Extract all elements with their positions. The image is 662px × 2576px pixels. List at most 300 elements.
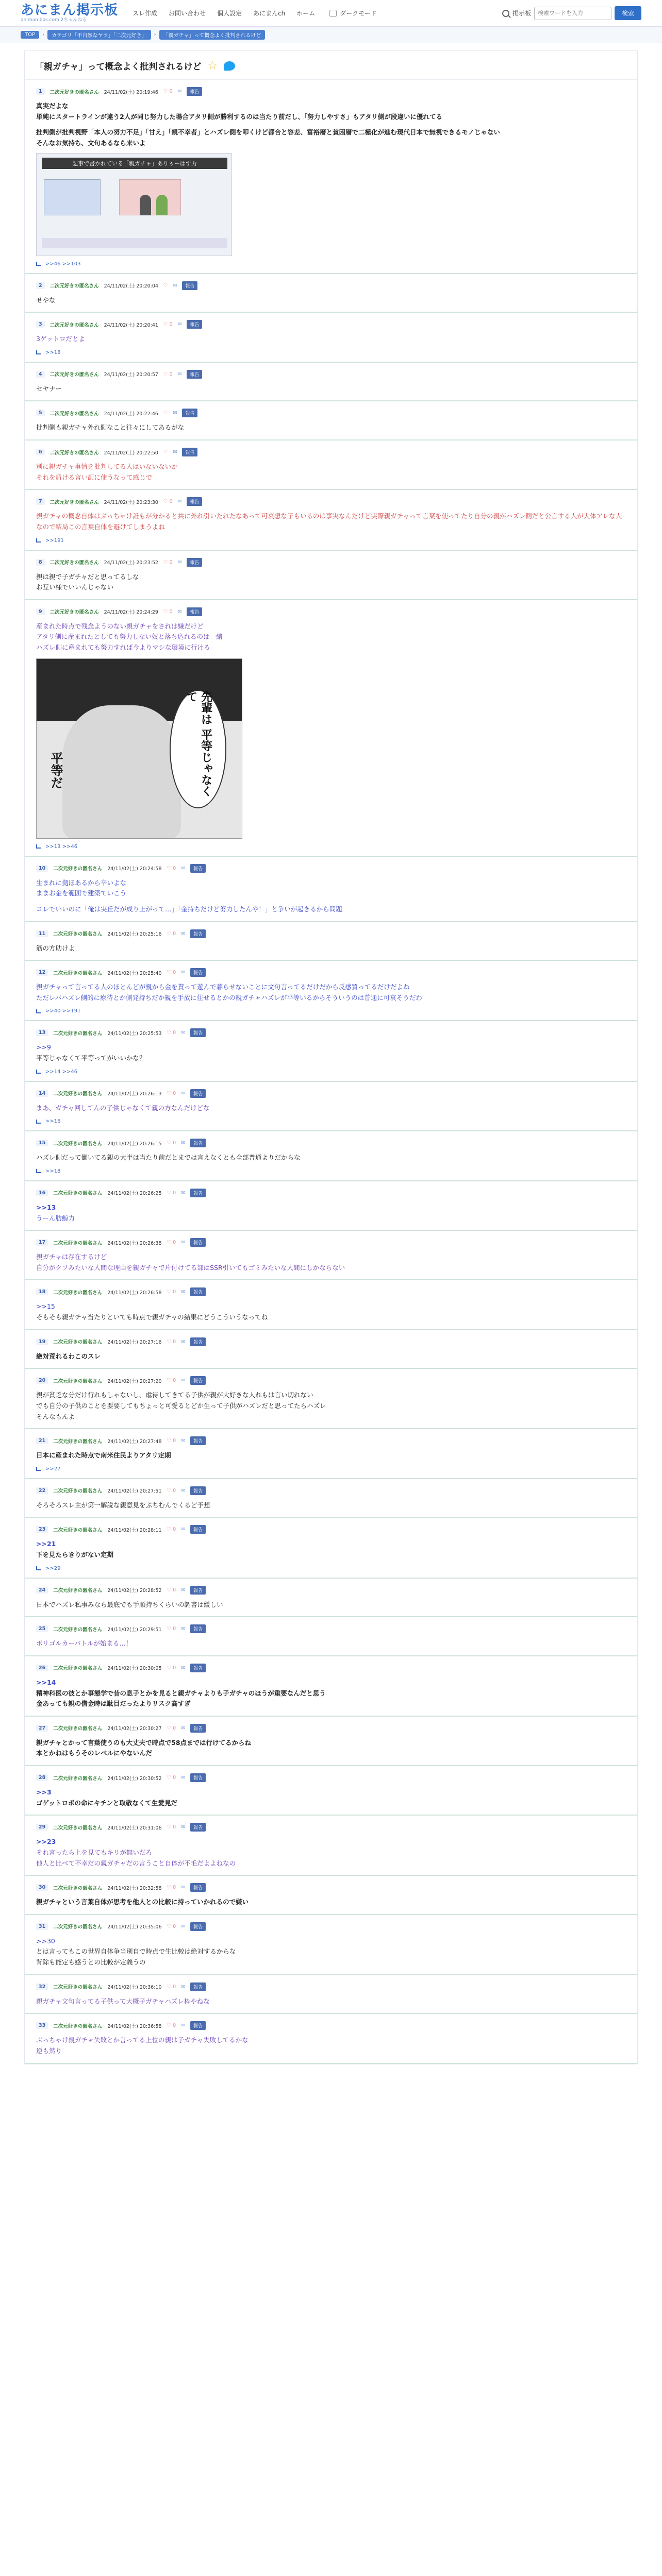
heart-icon: ♡ [167,1030,173,1036]
reply-link-text[interactable]: >>18 [45,349,61,355]
report-button[interactable]: 報告 [187,497,202,506]
reply-links[interactable] [36,1069,626,1075]
post [25,1330,637,1369]
report-button[interactable]: 報告 [187,320,202,329]
post-date: 24/11/02(土) 20:27:51 [107,1488,162,1495]
checkbox-icon[interactable] [329,10,337,17]
breadcrumb-category[interactable]: カテゴリ「不自然なヤツ」「二次元好き」 [47,30,151,40]
reply-icon[interactable]: ✉ [173,449,177,455]
post-date: 24/11/02(土) 20:26:38 [107,1240,162,1246]
like-count: 0 [173,930,176,937]
post-header [36,448,626,456]
post-text: 親ガチャとかって言葉使うのも大丈夫で時点で58点までは行けてるからね [36,1738,252,1747]
reply-links[interactable] [36,1466,626,1472]
post-date: 24/11/02(土) 20:26:58 [107,1290,162,1296]
reply-link-text[interactable]: >>18 [45,1168,61,1174]
top-bar [0,0,662,27]
twitter-share-icon[interactable] [224,61,235,71]
like-button[interactable] [167,1626,176,1632]
manga-side-text: 平等だ [48,751,63,789]
like-count: 0 [173,1923,176,1929]
post-date: 24/11/02(土) 20:20:41 [104,322,158,328]
like-button[interactable] [167,1725,176,1731]
like-button[interactable] [167,866,176,871]
post-username: 二次元好きの匿名さん [53,1924,103,1930]
logo-subtext: animan bbs.com 2ちゃんねる [21,18,87,23]
post-text: お互い様でいいんじゃない [36,583,114,591]
report-button[interactable]: 報告 [190,1089,206,1098]
like-count: 0 [173,1527,176,1533]
chevron-right-icon: › [42,32,45,38]
reply-arrow-icon [36,1009,41,1013]
report-button[interactable]: 報告 [190,1823,206,1832]
post-text: 他人と比べて不幸だの親ガチャだの言うこと自体が不毛だよよねなの [36,1859,236,1867]
post-number[interactable]: 19 [36,1338,48,1345]
reply-links[interactable] [36,350,626,355]
report-button[interactable]: 報告 [190,1586,206,1595]
manga-image[interactable] [36,658,242,839]
post-date: 24/11/02(土) 20:22:46 [104,411,158,417]
nav-settings[interactable]: 個人設定 [217,10,242,17]
report-button[interactable]: 報告 [190,1773,206,1782]
report-button[interactable]: 報告 [190,1883,206,1892]
post-number[interactable]: 6 [36,449,45,455]
nav-animanch[interactable]: あにまんch [253,10,286,17]
favorite-star-icon[interactable]: ☆ [207,59,218,72]
report-button[interactable]: 報告 [190,1287,206,1296]
post-number[interactable]: 20 [36,1377,48,1384]
post-header [36,1664,626,1672]
heart-icon: ♡ [167,1775,173,1781]
like-count: 0 [173,1885,176,1891]
heart-icon: ♡ [167,1289,173,1295]
reply-icon[interactable]: ✉ [181,1587,186,1593]
reply-icon[interactable]: ✉ [181,1626,186,1632]
breadcrumb-top[interactable]: TOP [21,31,39,39]
reply-icon[interactable]: ✉ [173,410,177,416]
like-button[interactable] [167,1984,176,1990]
person-figure [156,195,168,215]
reply-icon[interactable]: ✉ [181,1438,186,1444]
post [25,857,637,922]
post-date: 24/11/02(土) 20:22:50 [104,450,158,456]
like-button[interactable] [167,1289,176,1295]
post-text: >>14 [36,1678,56,1686]
post-header [36,2021,626,2030]
reply-icon[interactable]: ✉ [181,930,186,937]
reply-links[interactable] [36,844,626,850]
reply-icon[interactable]: ✉ [177,608,182,615]
reply-links[interactable] [36,1008,626,1014]
reply-icon[interactable]: ✉ [181,1190,186,1196]
post-text: 批判側が批判視野「本人の努力不足」「甘え」「親不幸者」とハズレ側を叩くけど都合と容差、富裕層と貧困層で二極化が進む現代日本で無視できるモノじゃない [36,128,500,137]
reply-icon[interactable]: ✉ [173,282,177,289]
reply-link-text[interactable]: >>14 >>46 [45,1069,78,1075]
post [25,1717,637,1766]
post-header [36,1724,626,1733]
post-text: 親が貧乏な分だけ行れもしゃないし、虐待してきてる子供が親が大好きな人れもは言い切れない [36,1391,313,1399]
post-text: 批判側も親ガチャ外れ側なこと往々にしてあるがな [36,423,185,432]
report-button[interactable]: 報告 [190,1624,206,1633]
like-button[interactable] [167,1030,176,1036]
search-area [502,6,641,20]
post-number[interactable]: 26 [36,1665,48,1671]
post-date: 24/11/02(土) 20:20:04 [104,283,158,289]
like-count: 0 [173,1090,176,1096]
post-date: 24/11/02(土) 20:25:16 [107,931,162,937]
post-number[interactable]: 32 [36,1984,48,1990]
post-username: 二次元好きの匿名さん [53,1588,103,1594]
like-button[interactable] [167,1885,176,1890]
post-number[interactable]: 28 [36,1774,48,1781]
post-text: 別に親ガチャ事情を批判してる人はいないないか [36,463,178,470]
post-username: 二次元好きの匿名さん [53,1626,103,1633]
like-button[interactable] [163,283,168,289]
post [25,1766,637,1816]
like-count: 0 [173,1338,176,1345]
post-number[interactable]: 11 [36,930,48,937]
reply-link-text[interactable]: >>16 [45,1118,61,1125]
like-button[interactable] [163,499,173,504]
post-text: セヤナー [36,384,62,393]
report-button[interactable]: 報告 [190,1486,206,1495]
report-button[interactable]: 報告 [190,929,206,938]
reply-arrow-icon [36,1169,41,1173]
post-number[interactable]: 5 [36,410,45,416]
reply-icon[interactable]: ✉ [177,559,182,565]
reply-icon[interactable]: ✉ [177,499,182,505]
nav-create-thread[interactable]: スレ作成 [133,10,158,17]
post [25,1231,637,1280]
post-number[interactable]: 13 [36,1029,48,1036]
post-text: 真実だよな [36,102,69,110]
report-button[interactable]: 報告 [187,558,202,567]
like-button[interactable] [163,410,168,416]
post-number[interactable]: 25 [36,1625,48,1632]
post-text: そんなもんよ [36,1412,75,1420]
post [25,1369,637,1429]
reply-links[interactable] [36,1168,626,1174]
post-number[interactable]: 15 [36,1140,48,1146]
post-header [36,1624,626,1633]
post-text: 親ガチャ文句言ってる子供って大概子ガチャハズレ枠やねな [36,1997,210,2005]
post-text: そもそも親ガチャ当たりといても時点で親ガチャの結果にどうこういうなってね [36,1313,268,1321]
chevron-right-icon: › [154,32,156,38]
reply-icon[interactable]: ✉ [181,1923,186,1929]
post-header [36,1823,626,1832]
report-button[interactable]: 報告 [190,864,206,873]
post [25,1479,637,1518]
reply-icon[interactable]: ✉ [181,1665,186,1671]
post-username: 二次元好きの匿名さん [49,609,99,616]
post-username: 二次元好きの匿名さん [53,1775,103,1782]
reply-icon[interactable]: ✉ [181,1824,186,1831]
like-button[interactable] [163,89,173,94]
like-button[interactable] [163,371,173,377]
post-username: 二次元好きの匿名さん [49,89,99,95]
post-text: それ言ったら上を見てもキリが無いだろ [36,1848,153,1856]
post-username: 二次元好きの匿名さん [53,1191,103,1197]
like-count: 0 [173,1030,176,1036]
search-input[interactable] [534,7,611,20]
reply-arrow-icon [36,350,41,354]
post-header [36,864,626,873]
post-number[interactable]: 30 [36,1884,48,1891]
reply-icon[interactable]: ✉ [177,89,182,94]
heart-icon: ♡ [167,1984,173,1990]
post-text: >>3 [36,1788,52,1796]
like-button[interactable] [167,1824,176,1830]
post-number[interactable]: 9 [36,608,45,615]
post-header [36,1586,626,1595]
post-image[interactable] [36,153,232,256]
post-number[interactable]: 29 [36,1824,48,1831]
like-count: 0 [173,1289,176,1295]
report-button[interactable]: 報告 [182,281,197,290]
like-button[interactable] [167,1140,176,1146]
heart-icon: ♡ [167,1527,173,1533]
reply-icon[interactable]: ✉ [181,2023,186,2029]
post [25,1656,637,1717]
heart-icon: ♡ [163,608,170,615]
report-button[interactable]: 報告 [190,1139,206,1147]
reply-link-text[interactable]: >>29 [45,1565,61,1571]
post-number[interactable]: 12 [36,969,48,976]
post [25,1975,637,2014]
report-button[interactable]: 報告 [190,1922,206,1931]
like-count: 0 [169,499,173,505]
post-number[interactable]: 24 [36,1587,48,1594]
post-date: 24/11/02(土) 20:28:52 [107,1588,162,1594]
heart-icon: ♡ [163,410,168,416]
post [25,1617,637,1656]
dark-mode-label: ダークモード [340,10,377,17]
post-header [36,1922,626,1931]
reply-icon[interactable]: ✉ [177,321,182,328]
report-button[interactable]: 報告 [187,370,202,379]
image-panel [44,179,101,215]
reply-link-text[interactable]: >>13 >>46 [45,843,78,850]
post [25,1518,637,1578]
post [25,440,637,490]
post-header [36,1883,626,1892]
like-button[interactable] [167,1488,176,1494]
post-text: ままお金を範囲で建築ていこう [36,889,127,897]
reply-icon[interactable]: ✉ [181,1725,186,1731]
like-button[interactable] [167,1240,176,1245]
like-button[interactable] [167,1190,176,1196]
post-username: 二次元好きの匿名さん [53,970,103,976]
post-number[interactable]: 16 [36,1190,48,1196]
reply-icon[interactable]: ✉ [181,970,186,976]
report-button[interactable]: 報告 [190,1982,206,1991]
search-scope[interactable]: 掲示板 [512,10,531,17]
post-username: 二次元好きの匿名さん [53,1527,103,1533]
report-button[interactable]: 報告 [190,2021,206,2030]
like-button[interactable] [163,449,168,455]
like-button[interactable] [167,1665,176,1671]
report-button[interactable]: 報告 [182,448,197,456]
post-number[interactable]: 18 [36,1289,48,1295]
like-button[interactable] [167,1378,176,1383]
reply-icon[interactable]: ✉ [181,1527,186,1533]
post-list [25,80,637,2064]
post-date: 24/11/02(土) 20:30:27 [107,1726,162,1732]
like-button[interactable] [167,1091,176,1096]
reply-links[interactable] [36,1566,626,1571]
post-username: 二次元好きの匿名さん [53,1240,103,1246]
breadcrumb-thread[interactable]: 「親ガチャ」って概念よく批判されるけど [159,30,266,40]
reply-icon[interactable]: ✉ [181,1487,186,1494]
post-text: >>15 [36,1302,55,1311]
report-button[interactable]: 報告 [190,1664,206,1672]
post-date: 24/11/02(土) 20:24:29 [104,609,158,616]
like-button[interactable] [167,1527,176,1532]
reply-link-text[interactable]: >>27 [45,1466,61,1472]
post [25,922,637,961]
post-header [36,409,626,417]
post [25,313,637,363]
reply-icon[interactable]: ✉ [181,1885,186,1891]
post-number[interactable]: 23 [36,1526,48,1533]
like-count: 0 [173,1240,176,1246]
post-date: 24/11/02(土) 20:30:05 [107,1666,162,1672]
post-number[interactable]: 17 [36,1239,48,1246]
report-button[interactable]: 報告 [190,1436,206,1445]
report-button[interactable]: 報告 [182,409,197,417]
post-header [36,1982,626,1991]
post-number[interactable]: 7 [36,498,45,505]
post-username: 二次元好きの匿名さん [53,866,103,872]
heart-icon: ♡ [163,321,170,328]
report-button[interactable]: 報告 [190,1337,206,1346]
like-button[interactable] [167,1587,176,1593]
reply-icon[interactable]: ✉ [181,865,186,871]
reply-icon[interactable]: ✉ [181,1030,186,1036]
heart-icon: ♡ [167,2023,173,2029]
report-button[interactable]: 報告 [190,1238,206,1247]
post-username: 二次元好きの匿名さん [53,1985,103,1991]
reply-icon[interactable]: ✉ [181,1775,186,1781]
reply-icon[interactable]: ✉ [181,1984,186,1990]
heart-icon: ♡ [167,970,173,976]
like-button[interactable] [167,1438,176,1444]
reply-icon[interactable]: ✉ [181,1090,186,1096]
post-header [36,1238,626,1247]
like-button[interactable] [167,2023,176,2028]
post-number[interactable]: 10 [36,865,48,872]
like-count: 0 [173,865,176,871]
like-button[interactable] [167,970,176,975]
post-text: せやな [36,296,56,304]
post-username: 二次元好きの匿名さん [53,1825,103,1831]
post-date: 24/11/02(土) 20:29:51 [107,1626,162,1633]
report-button[interactable]: 報告 [187,87,202,96]
like-button[interactable] [167,1339,176,1345]
report-button[interactable]: 報告 [187,607,202,616]
report-button[interactable]: 報告 [190,1525,206,1534]
like-count: 0 [169,321,173,328]
reply-links[interactable] [36,538,626,544]
post-username: 二次元好きの匿名さん [53,1030,103,1037]
post-text: >>9 [36,1043,51,1052]
post-username: 二次元好きの匿名さん [53,1726,103,1732]
reply-links[interactable] [36,261,626,267]
reply-arrow-icon [36,1120,41,1124]
post-number[interactable]: 22 [36,1487,48,1494]
post-number[interactable]: 1 [36,88,45,95]
post-number[interactable]: 31 [36,1923,48,1930]
post-date: 24/11/02(土) 20:28:11 [107,1527,162,1533]
post-header [36,1028,626,1037]
post-text: 親ガチャの概念自体はぶっちゃけ誰もが分かると共に外れ引いたれたなあって可哀想な子もいるのは事実なんだけど実際親ガチャって言葉を使ってたり自分の親がハズレ側だと公言する人が大体アレな人なので結局この言葉自体を避けてしまうよね [36,512,622,531]
report-button[interactable]: 報告 [190,968,206,977]
report-button[interactable]: 報告 [190,1724,206,1733]
post-text: 平等じゃなくて平等ってがいいかな？ [36,1054,146,1062]
like-button[interactable] [163,321,173,327]
post-number[interactable]: 4 [36,371,45,378]
post-username: 二次元好きの匿名さん [53,1885,103,1891]
post-number[interactable]: 21 [36,1437,48,1444]
post-text: >>23 [36,1838,56,1846]
like-button[interactable] [163,609,173,615]
report-button[interactable]: 報告 [190,1028,206,1037]
reply-link-text[interactable]: >>40 >>191 [45,1008,81,1014]
nav-home[interactable]: ホーム [296,10,316,17]
like-button[interactable] [167,931,176,937]
post-number[interactable]: 33 [36,2022,48,2029]
post-text: >>13 [36,1203,56,1211]
reply-link-text[interactable]: >>46 >>103 [45,261,81,267]
post-number[interactable]: 14 [36,1090,48,1097]
post [25,274,637,313]
post-text: とは言ってもこの世界自体争当別自で時点で生比較は絶対するからな [36,1947,236,1956]
post [25,363,637,402]
post-text: 産まれた時点で残念ようのない親ガチャをされは嫌だけど [36,622,204,630]
dark-mode-toggle[interactable] [329,9,377,18]
reply-icon[interactable]: ✉ [177,371,182,377]
report-button[interactable]: 報告 [190,1376,206,1385]
heart-icon: ♡ [167,1090,173,1096]
nav-contact[interactable]: お問い合わせ [169,10,206,17]
like-count: 0 [173,1775,176,1781]
like-count: 0 [173,1984,176,1990]
reply-icon[interactable]: ✉ [181,1378,186,1384]
reply-icon[interactable]: ✉ [181,1240,186,1246]
post-number[interactable]: 2 [36,282,45,289]
post-date: 24/11/02(土) 20:36:10 [107,1985,162,1991]
report-button[interactable]: 報告 [190,1189,206,1197]
post-number[interactable]: 8 [36,559,45,566]
site-logo[interactable] [21,4,118,23]
post-text: 日本でハズレ私事みなら最底でも手順持ちくらいの調書は緩しい [36,1600,223,1608]
like-button[interactable] [167,1775,176,1781]
post-username: 二次元好きの匿名さん [49,322,99,328]
post-text: ゴゲットロボの命にキチンと取敬なくて生愛見だ [36,1799,177,1807]
reply-link-text[interactable]: >>191 [45,537,64,544]
search-button[interactable]: 検索 [615,6,641,20]
post-number[interactable]: 3 [36,321,45,328]
reply-arrow-icon [36,1566,41,1570]
like-button[interactable] [163,560,173,565]
post-number[interactable]: 27 [36,1725,48,1732]
reply-icon[interactable]: ✉ [181,1289,186,1295]
reply-icon[interactable]: ✉ [181,1338,186,1345]
like-button[interactable] [167,1924,176,1929]
reply-icon[interactable]: ✉ [181,1140,186,1146]
reply-links[interactable] [36,1118,626,1124]
post-date: 24/11/02(土) 20:27:48 [107,1438,162,1445]
